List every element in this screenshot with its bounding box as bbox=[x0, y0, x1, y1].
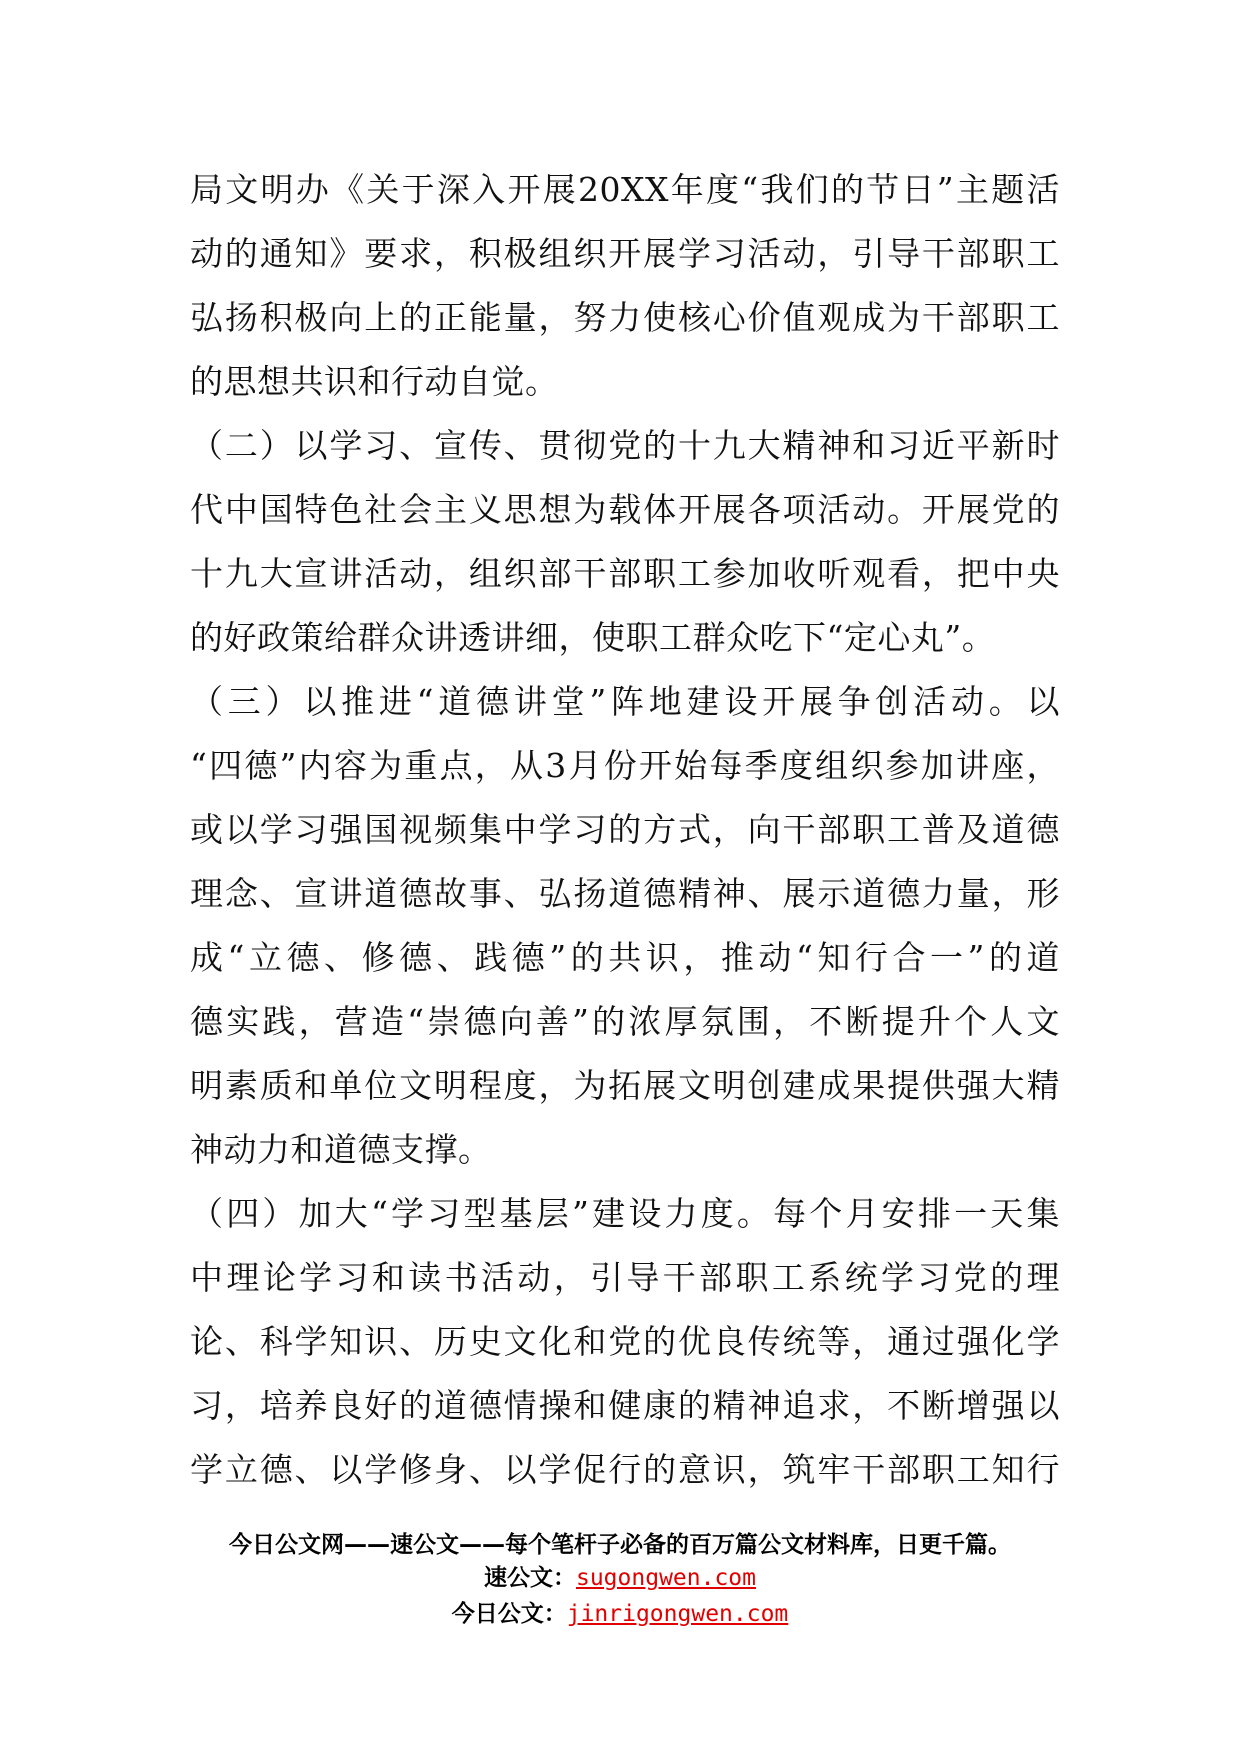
body-line: 的好政策给群众讲透讲细，使职工群众吃下“定心丸”。 bbox=[190, 618, 996, 657]
body-line: 中理论学习和读书活动，引导干部职工系统学习党的理 bbox=[190, 1258, 1060, 1297]
body-line: （二）以学习、宣传、贯彻党的十九大精神和习近平新时 bbox=[190, 426, 1060, 465]
footer-site-jinrigongwen bbox=[0, 1596, 1240, 1632]
body-line: 弘扬积极向上的正能量，努力使核心价值观成为干部职工 bbox=[190, 298, 1060, 337]
body-line: “四德”内容为重点，从3月份开始每季度组织参加讲座， bbox=[190, 746, 1060, 785]
body-line: 动的通知》要求，积极组织开展学习活动，引导干部职工 bbox=[190, 234, 1060, 273]
footer-site-label: 今日公文： bbox=[451, 1601, 567, 1627]
body-line: 习，培养良好的道德情操和健康的精神追求，不断增强以 bbox=[190, 1386, 1060, 1425]
body-line: 德实践，营造“崇德向善”的浓厚氛围，不断提升个人文 bbox=[190, 1002, 1060, 1041]
jinrigongwen-link[interactable]: jinrigongwen.com bbox=[566, 1601, 789, 1627]
body-line: 十九大宣讲活动，组织部干部职工参加收听观看，把中央 bbox=[190, 554, 1060, 593]
body-line: （三）以推进“道德讲堂”阵地建设开展争创活动。以 bbox=[190, 682, 1060, 721]
body-line: 论、科学知识、历史文化和党的优良传统等，通过强化学 bbox=[190, 1322, 1060, 1361]
body-line: 或以学习强国视频集中学习的方式，向干部职工普及道德 bbox=[190, 810, 1060, 849]
body-line: （四）加大“学习型基层”建设力度。每个月安排一天集 bbox=[190, 1194, 1060, 1233]
body-line: 明素质和单位文明程度，为拓展文明创建成果提供强大精 bbox=[190, 1066, 1060, 1105]
footer-site-label: 速公文： bbox=[483, 1565, 576, 1591]
body-line: 局文明办《关于深入开展20XX年度“我们的节日”主题活 bbox=[190, 170, 1060, 209]
body-line: 的思想共识和行动自觉。 bbox=[190, 362, 559, 401]
sugongwen-link[interactable]: sugongwen.com bbox=[575, 1565, 756, 1591]
body-line: 成“立德、修德、践德”的共识，推动“知行合一”的道 bbox=[190, 938, 1060, 977]
body-line: 理念、宣讲道德故事、弘扬道德精神、展示道德力量，形 bbox=[190, 874, 1060, 913]
document-body bbox=[190, 158, 1060, 1502]
footer-slogan: 今日公文网——速公文——每个笔杆子必备的百万篇公文材料库，日更千篇。 bbox=[229, 1532, 1011, 1558]
body-line: 代中国特色社会主义思想为载体开展各项活动。开展党的 bbox=[190, 490, 1060, 529]
body-line: 神动力和道德支撑。 bbox=[190, 1130, 492, 1169]
footer-site-sugongwen bbox=[0, 1560, 1240, 1596]
page-footer bbox=[0, 1530, 1240, 1632]
body-line: 学立德、以学修身、以学促行的意识，筑牢干部职工知行 bbox=[190, 1450, 1060, 1489]
